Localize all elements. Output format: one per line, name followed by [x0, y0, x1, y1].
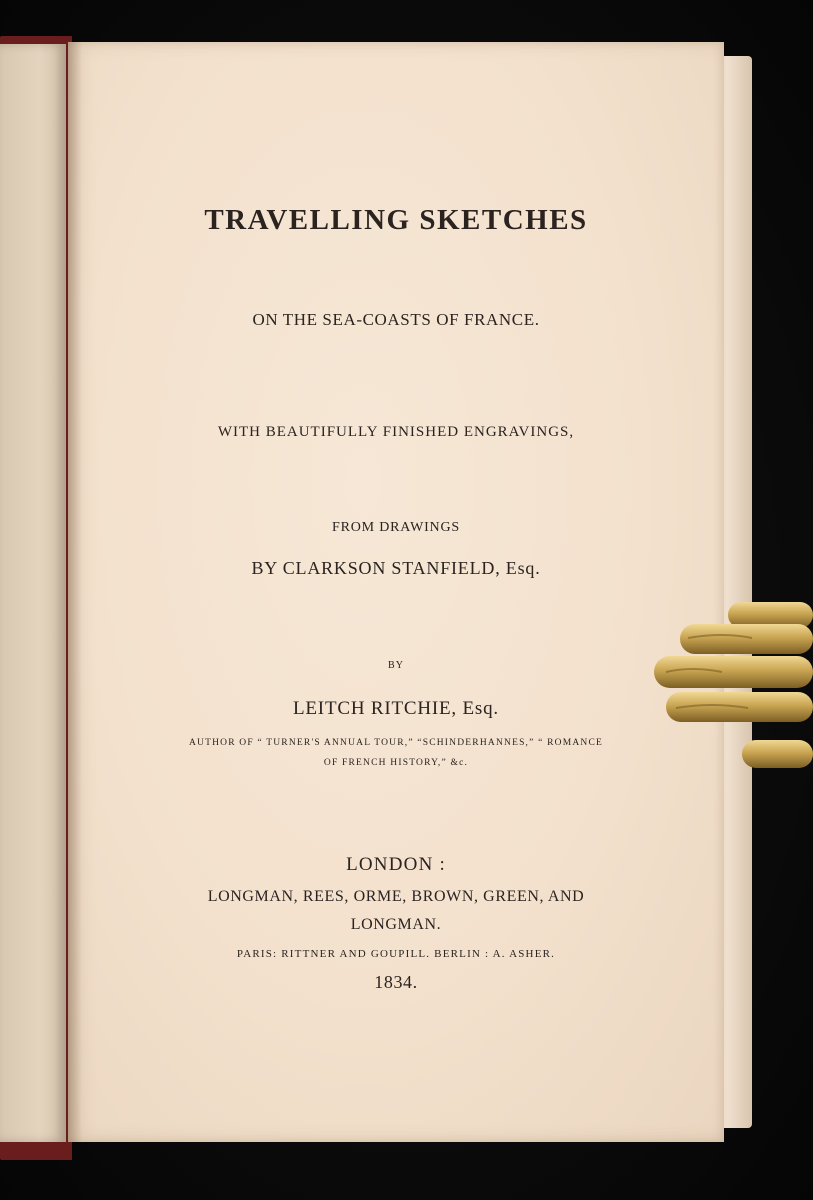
book-title: TRAVELLING SKETCHES — [204, 204, 588, 236]
artist-line: BY CLARKSON STANFIELD, Esq. — [251, 558, 541, 578]
engravings-line: WITH BEAUTIFULLY FINISHED ENGRAVINGS, — [217, 424, 575, 440]
author-line: LEITCH RITCHIE, Esq. — [293, 698, 499, 719]
author-note-line-1: AUTHOR OF “ TURNER'S ANNUAL TOUR,” “SCHINDERHANNES,” “ ROMANCE — [188, 738, 604, 748]
publication-year: 1834. — [374, 972, 418, 992]
book-subtitle: ON THE SEA-COASTS OF FRANCE. — [252, 310, 540, 329]
publisher-line-1: LONGMAN, REES, ORME, BROWN, GREEN, AND — [207, 888, 585, 905]
agents-line: PARIS: RITTNER AND GOUPILL. BERLIN : A. ASHER. — [236, 948, 556, 960]
imprint-city: LONDON : — [346, 854, 446, 875]
endpaper-left — [0, 44, 66, 1142]
by-line: BY — [388, 660, 404, 671]
author-note-line-2: OF FRENCH HISTORY,” &c. — [323, 758, 469, 768]
title-page — [68, 42, 724, 1142]
publisher-line-2: LONGMAN. — [350, 916, 442, 933]
from-drawings-line: FROM DRAWINGS — [332, 520, 460, 535]
brass-hand-clip — [652, 596, 813, 776]
